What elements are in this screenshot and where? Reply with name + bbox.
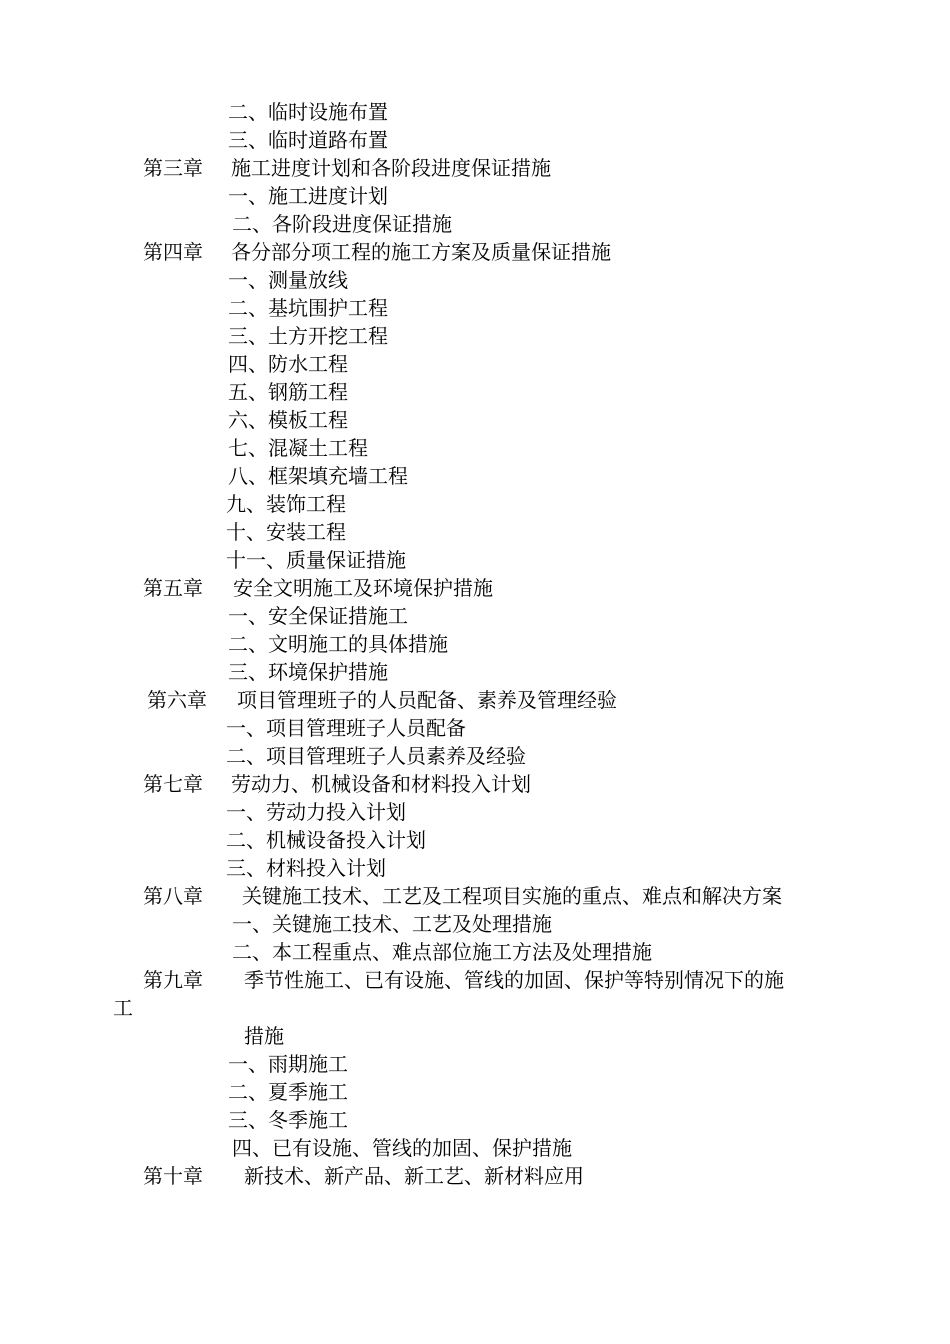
toc-entry: 一、项目管理班子人员配备 [226,716,466,740]
chapter-title: 关键施工技术、工艺及工程项目实施的重点、难点和解决方案 [242,884,782,908]
chapter-title: 各分部分项工程的施工方案及质量保证措施 [231,240,611,264]
toc-entry: 三、土方开挖工程 [228,324,388,348]
chapter-title: 施工进度计划和各阶段进度保证措施 [231,156,551,180]
chapter-title: 安全文明施工及环境保护措施 [233,576,493,600]
chapter-label: 第四章 [143,240,203,264]
toc-entry: 三、材料投入计划 [226,856,386,880]
chapter-title: 劳动力、机械设备和材料投入计划 [231,772,531,796]
toc-entry: 一、测量放线 [228,268,348,292]
chapter-label: 第三章 [143,156,203,180]
chapter-title: 新技术、新产品、新工艺、新材料应用 [244,1164,584,1188]
toc-entry: 二、各阶段进度保证措施 [232,212,452,236]
chapter-heading [143,882,782,910]
toc-entry: 一、劳动力投入计划 [226,800,406,824]
chapter-label: 第五章 [143,576,203,600]
toc-entry: 二、临时设施布置 [228,100,388,124]
chapter-title: 季节性施工、已有设施、管线的加固、保护等特别情况下的施 [244,968,784,992]
chapter-heading [143,1162,584,1190]
toc-entry: 一、施工进度计划 [228,184,388,208]
chapter-heading [143,154,551,182]
toc-entry: 一、安全保证措施工 [228,604,408,628]
toc-entry: 二、基坑围护工程 [228,296,388,320]
toc-entry: 二、夏季施工 [228,1080,348,1104]
chapter-label: 第七章 [143,772,203,796]
toc-entry: 四、防水工程 [228,352,348,376]
toc-entry: 措施 [244,1024,284,1048]
toc-entry: 七、混凝土工程 [228,436,368,460]
chapter-label: 第九章 [143,968,203,992]
chapter-heading [143,574,493,602]
toc-entry: 四、已有设施、管线的加固、保护措施 [232,1136,572,1160]
toc-entry: 十一、质量保证措施 [226,548,406,572]
toc-entry: 八、框架填充墙工程 [228,464,408,488]
toc-entry: 三、冬季施工 [228,1108,348,1132]
chapter-heading [143,238,611,266]
chapter-label: 第十章 [143,1164,203,1188]
chapter-label: 第八章 [143,884,203,908]
chapter-title: 项目管理班子的人员配备、素养及管理经验 [237,688,617,712]
chapter-heading [147,686,617,714]
toc-entry: 三、临时道路布置 [228,128,388,152]
chapter-title-wrap: 工 [113,996,133,1020]
toc-entry: 五、钢筋工程 [228,380,348,404]
toc-entry: 二、本工程重点、难点部位施工方法及处理措施 [232,940,652,964]
toc-entry: 十、安装工程 [226,520,346,544]
chapter-heading [143,966,784,994]
toc-entry: 一、关键施工技术、工艺及处理措施 [232,912,552,936]
chapter-heading [143,770,531,798]
toc-entry: 二、项目管理班子人员素养及经验 [226,744,526,768]
chapter-label: 第六章 [147,688,207,712]
toc-entry: 二、文明施工的具体措施 [228,632,448,656]
toc-entry: 二、机械设备投入计划 [226,828,426,852]
toc-entry: 九、装饰工程 [226,492,346,516]
toc-entry: 三、环境保护措施 [228,660,388,684]
toc-entry: 一、雨期施工 [228,1052,348,1076]
toc-entry: 六、模板工程 [228,408,348,432]
